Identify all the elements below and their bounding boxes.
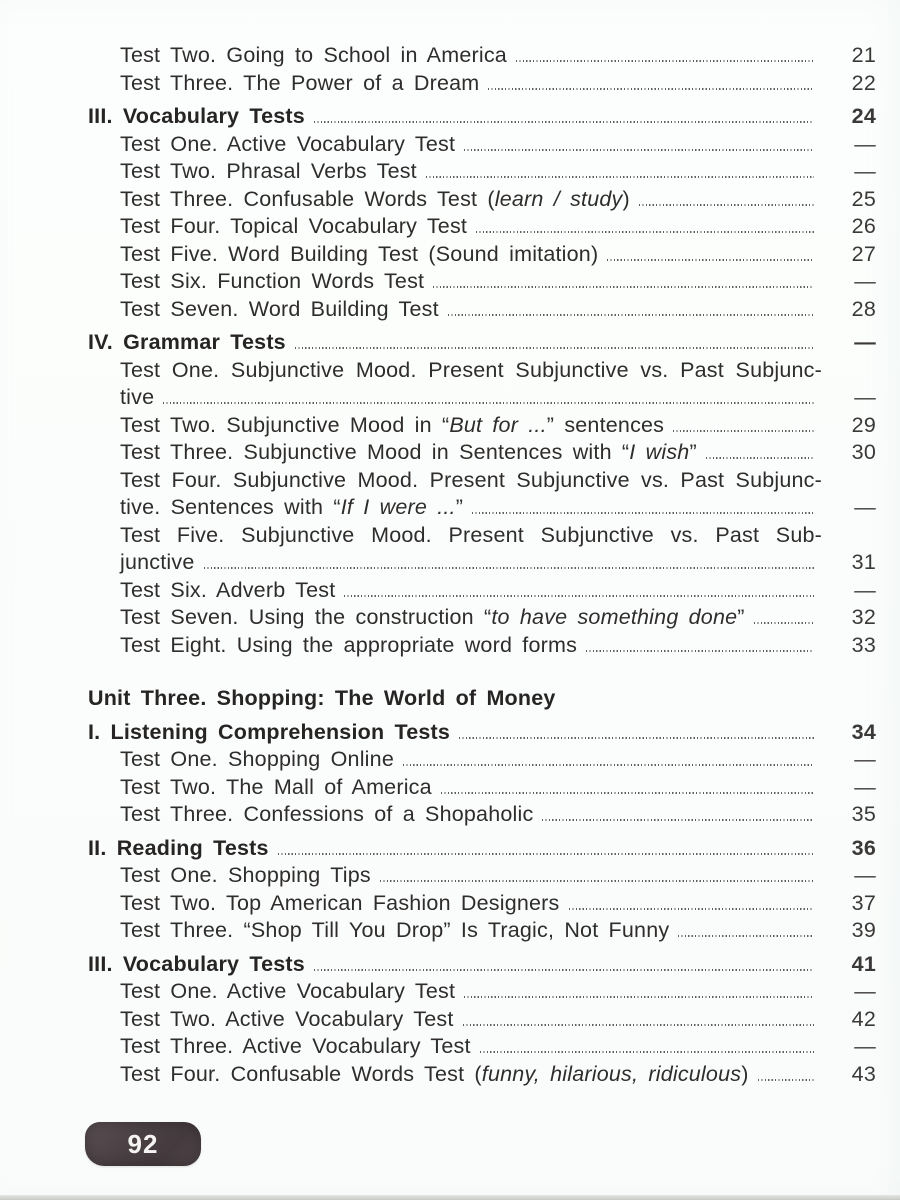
toc-entry-label-text: Test Four. Confusable Words Test (	[120, 1061, 482, 1086]
toc-page-number: 31	[851, 550, 876, 574]
toc-section-row	[88, 951, 876, 979]
toc-entry-label	[120, 549, 195, 577]
dotted-leader	[706, 457, 814, 459]
toc-entry-label	[120, 522, 822, 550]
toc-entry-label	[120, 577, 335, 605]
dotted-leader	[278, 853, 814, 855]
toc-row	[88, 978, 876, 1006]
page-number-badge	[85, 1122, 201, 1166]
toc-entry-label-text: ”	[689, 440, 697, 464]
toc-row	[88, 917, 876, 945]
toc-row	[88, 632, 876, 660]
toc-section-row	[88, 835, 876, 863]
toc-entry-label-text: Test One. Shopping Online	[120, 747, 394, 771]
toc-page-number: 28	[851, 296, 876, 321]
toc-unit-heading	[88, 685, 876, 713]
toc-entry-label-text: Test Three. Active Vocabulary Test	[120, 1034, 471, 1058]
toc-page-number: 21	[851, 43, 876, 67]
dotted-leader	[426, 176, 814, 178]
toc-row	[88, 42, 876, 70]
toc-entry-label-italic: to have something done	[491, 605, 738, 629]
dotted-leader	[380, 880, 814, 882]
dotted-leader	[344, 595, 814, 597]
toc-page-number: 25	[851, 186, 876, 211]
toc-entry-label	[120, 439, 697, 467]
toc-entry-label-text: Test One. Shopping Tips	[120, 863, 371, 887]
toc-row	[88, 70, 876, 98]
toc-page-number: —	[854, 774, 876, 799]
toc-entry-label-text: Test Two. The Mall of America	[120, 774, 432, 799]
toc-row	[88, 158, 876, 186]
toc-entry-label-text: Test Three. Confusable Words Test (	[120, 186, 495, 211]
toc-entry-label-text: tive	[120, 385, 155, 409]
page-number: 92	[127, 1128, 159, 1159]
toc-entry-label	[120, 296, 439, 324]
toc-entry-label	[120, 241, 598, 269]
toc-entry-label-text: Test Eight. Using the appropriate word forms	[120, 632, 578, 657]
toc-entry-label-text: Unit Three. Shopping: The World of Money	[88, 686, 556, 710]
toc-row	[88, 522, 876, 550]
toc-entry-label	[88, 329, 286, 357]
toc-entry-label	[88, 835, 269, 863]
dotted-leader	[480, 1051, 814, 1053]
dotted-leader	[295, 347, 814, 349]
toc-page-number: —	[854, 131, 876, 156]
toc-page-number: —	[854, 577, 876, 602]
toc-page-number: 22	[851, 70, 876, 95]
toc-entry-label	[120, 862, 371, 890]
toc-entry-label-text: Test Five. Word Building Test (Sound imitation)	[120, 241, 599, 266]
toc-entry-label-text: Test Three. Confessions of a Shopaholic	[120, 802, 534, 826]
toc-row	[88, 467, 876, 495]
dotted-leader	[542, 819, 814, 821]
toc-entry-label	[88, 685, 556, 713]
toc-entry-label	[120, 42, 507, 70]
toc-row	[88, 1061, 876, 1089]
toc-page-number: 27	[851, 241, 876, 266]
toc-entry-label-text: Test Seven. Using the construction “	[120, 605, 492, 629]
toc-page-number: 26	[851, 214, 876, 238]
toc-row	[88, 357, 876, 385]
dotted-leader	[639, 204, 814, 206]
dotted-leader	[678, 935, 814, 937]
toc-entry-label	[120, 1006, 454, 1034]
toc-entry-label-text: Test Three. Subjunctive Mood in Sentences with “	[120, 440, 630, 464]
toc-page-number: 43	[851, 1061, 876, 1086]
dotted-leader	[464, 996, 814, 998]
toc-row	[88, 577, 876, 605]
dotted-leader	[448, 314, 814, 316]
dotted-leader	[472, 512, 814, 514]
toc-entry-label-text: Test One. Active Vocabulary Test	[120, 131, 456, 156]
toc-entry-label	[120, 1061, 749, 1089]
toc-entry-label	[120, 131, 455, 159]
dotted-leader	[569, 908, 815, 910]
dotted-leader	[607, 259, 814, 261]
toc-entry-label-italic: I wish	[629, 440, 690, 464]
toc-row	[88, 186, 876, 214]
dotted-leader	[314, 121, 814, 123]
toc-page-number: —	[854, 159, 876, 183]
toc-page-number: —	[854, 979, 876, 1003]
toc-entry-label	[120, 384, 154, 412]
toc-entry-label-text: )	[622, 186, 630, 211]
dotted-leader	[464, 149, 814, 151]
toc-entry-label-text: Test Five. Subjunctive Mood. Present Subjunctive vs. Past Sub-	[120, 522, 822, 547]
toc-row	[88, 439, 876, 467]
toc-entry-label-text: I. Listening Comprehension Tests	[88, 719, 451, 744]
page-bottom-edge	[0, 1195, 900, 1200]
toc-page-number: 33	[851, 632, 876, 657]
toc-page-number: 42	[851, 1006, 876, 1031]
toc-entry-label-text: ”	[737, 605, 745, 629]
toc-page-number: —	[854, 330, 876, 354]
toc-entry-label-text: IV. Grammar Tests	[88, 330, 286, 354]
toc-page-number: 32	[851, 605, 876, 629]
toc-page-number: 29	[851, 412, 876, 437]
toc-entry-label-text: Test Six. Function Words Test	[120, 269, 425, 293]
toc-row	[88, 801, 876, 829]
toc-page-number: 39	[851, 918, 876, 942]
toc-entry-label-text: ” sentences	[546, 412, 665, 437]
toc-entry-label	[120, 632, 577, 660]
toc-page-number: 37	[851, 890, 876, 915]
toc-entry-label	[120, 412, 664, 440]
toc-entry-label-italic: learn / study	[494, 186, 623, 211]
toc-entry-label-text: Test Two. Active Vocabulary Test	[120, 1006, 454, 1031]
dotted-leader	[673, 430, 814, 432]
toc-entry-label-text: Test Two. Top American Fashion Designers	[120, 890, 560, 915]
dotted-leader	[754, 622, 814, 624]
toc-entry-label	[120, 158, 417, 186]
dotted-leader	[586, 650, 814, 652]
toc-entry-label-text: Test Four. Topical Vocabulary Test	[120, 214, 468, 238]
dotted-leader	[476, 231, 814, 233]
toc-entry-label	[120, 801, 533, 829]
toc-entry-label-text: Test Six. Adverb Test	[120, 577, 336, 602]
dotted-leader	[314, 969, 814, 971]
toc-entry-label-text: Test Four. Subjunctive Mood. Present Subjunctive vs. Past Subjunc-	[120, 467, 822, 492]
toc-entry-label	[120, 268, 424, 296]
toc-entry-label	[120, 774, 432, 802]
toc-entry-label-text: tive. Sentences with “	[120, 495, 341, 519]
toc-entry-label	[120, 604, 745, 632]
toc-entry-label	[88, 719, 450, 747]
toc-page-number: 34	[851, 719, 876, 744]
toc-entry-label	[120, 917, 669, 945]
toc-entry-label-text: III. Vocabulary Tests	[88, 951, 305, 976]
toc-list	[88, 42, 876, 1088]
toc-page-number: 35	[851, 802, 876, 826]
toc-entry-label	[120, 467, 822, 495]
toc-row	[88, 1006, 876, 1034]
dotted-leader	[488, 88, 814, 90]
toc-entry-label	[120, 186, 630, 214]
toc-section-row	[88, 103, 876, 131]
toc-row	[88, 268, 876, 296]
toc-row	[88, 296, 876, 324]
toc-entry-label-text: Test One. Active Vocabulary Test	[120, 979, 456, 1003]
dotted-leader	[403, 764, 814, 766]
toc-entry-label	[88, 103, 305, 131]
toc-entry-label	[120, 357, 822, 385]
toc-entry-label-text: Test Two. Phrasal Verbs Test	[120, 159, 417, 183]
dotted-leader	[758, 1079, 814, 1081]
toc-entry-label	[120, 494, 463, 522]
toc-page-number: 41	[851, 951, 876, 976]
toc-page-number: —	[854, 269, 876, 293]
toc-entry-label	[120, 1033, 471, 1061]
dotted-leader	[516, 60, 814, 62]
toc-row	[88, 746, 876, 774]
toc-section-row	[88, 719, 876, 747]
toc-entry-label	[120, 746, 394, 774]
toc-entry-label	[120, 978, 455, 1006]
toc-entry-label-text: Test Two. Subjunctive Mood in “	[120, 412, 450, 437]
dotted-leader	[163, 402, 814, 404]
toc-page-number: —	[854, 863, 876, 887]
toc-section-row	[88, 329, 876, 357]
toc-page-number: —	[854, 495, 876, 519]
toc-entry-label-text: II. Reading Tests	[88, 835, 269, 860]
toc-entry-label	[120, 70, 479, 98]
toc-entry-label-text: Test Three. The Power of a Dream	[120, 70, 480, 95]
toc-row	[88, 384, 876, 412]
toc-entry-label-italic: If I were ...	[340, 495, 456, 519]
toc-page-number: 24	[851, 104, 876, 128]
toc-entry-label-text: III. Vocabulary Tests	[88, 104, 305, 128]
toc-row	[88, 549, 876, 577]
toc-row	[88, 774, 876, 802]
dotted-leader	[441, 792, 814, 794]
toc-page-number: —	[854, 1034, 876, 1058]
dotted-leader	[463, 1024, 814, 1026]
toc-page-number: —	[854, 385, 876, 409]
toc-entry-label-text: Test Three. “Shop Till You Drop” Is Tragic, Not Funny	[120, 918, 670, 942]
toc-row	[88, 131, 876, 159]
toc-entry-label	[88, 951, 305, 979]
toc-row	[88, 890, 876, 918]
toc-entry-label-text: )	[741, 1061, 749, 1086]
toc-row	[88, 862, 876, 890]
toc-entry-label	[120, 890, 560, 918]
toc-entry-label-text: junctive	[120, 550, 195, 574]
toc-row	[88, 604, 876, 632]
toc-entry-label-text: ”	[455, 495, 464, 519]
dotted-leader	[433, 286, 814, 288]
dotted-leader	[459, 737, 814, 739]
toc-entry-label-italic: funny, hilarious, ridiculous	[481, 1061, 742, 1086]
toc-entry-label-italic: But for ...	[449, 412, 547, 437]
toc-row	[88, 1033, 876, 1061]
toc-row	[88, 241, 876, 269]
dotted-leader	[204, 567, 815, 569]
toc-entry-label-text: Test One. Subjunctive Mood. Present Subjunctive vs. Past Subjunc-	[120, 357, 822, 382]
toc-entry-label-text: Test Two. Going to School in America	[120, 43, 507, 67]
toc-entry-label	[120, 213, 467, 241]
toc-row	[88, 494, 876, 522]
toc-page-number: 36	[851, 835, 876, 860]
toc-row	[88, 213, 876, 241]
toc-page-number: 30	[851, 440, 876, 464]
toc-entry-label-text: Test Seven. Word Building Test	[120, 296, 439, 321]
toc-row	[88, 412, 876, 440]
toc-page-number: —	[854, 747, 876, 771]
